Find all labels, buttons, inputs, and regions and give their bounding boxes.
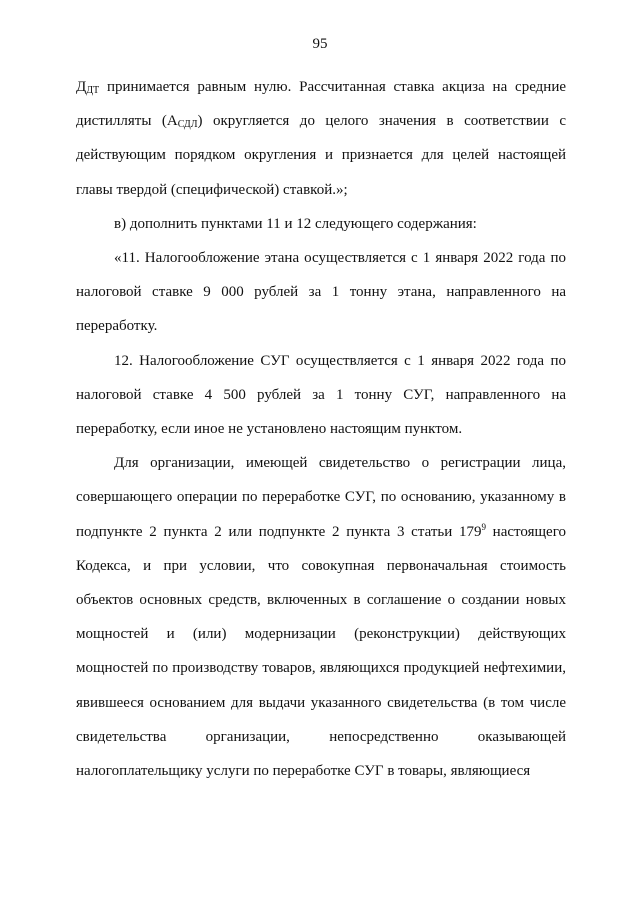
- subscript-dt: ДТ: [86, 85, 100, 96]
- paragraph-amendment-intro: в) дополнить пунктами 11 и 12 следующего содержания:: [114, 215, 477, 232]
- text-run: ) округляется до целого значения в соответствии с действующим порядком округления и признается для целей настоящей главы твердой (специфической) ставкой.»;: [76, 113, 567, 198]
- document-body: [76, 70, 566, 788]
- text-run: принимается равным нулю. Рассчитанная ставка акциза на средние дистилляты (А: [76, 79, 566, 130]
- text-run: Д: [76, 79, 87, 95]
- paragraph-organization-condition: [76, 446, 566, 788]
- paragraph-item-11: «11. Налогообложение этана осуществляется с 1 января 2022 года по налоговой ставке 9 000 рублей за 1 тонну этана, направленного на переработку.: [76, 250, 566, 335]
- paragraph-formula-continuation: [76, 70, 566, 207]
- text-run: настоящего Кодекса, и при условии, что совокупная первоначальная стоимость объектов основных средств, включенных в соглашение о создании новых мощностей и (или) модернизации (реконструкции) действующих мощностей по производству товаров, являющихся продукцией нефтехимии, явившееся основанием для выдачи указанного свидетельства (в том числе свидетельства организации, непосредственно оказывающей налогоплательщику услуги по переработке СУГ в товары, являющиеся: [76, 523, 566, 780]
- subscript-sdl: СДЛ: [177, 119, 198, 131]
- paragraph-item-12: 12. Налогообложение СУГ осуществляется с 1 января 2022 года по налоговой ставке 4 500 рублей за 1 тонну СУГ, направленного на переработку, если иное не установлено настоящим пунктом.: [76, 352, 566, 438]
- text-run: Для организации, имеющей свидетельство о регистрации лица, совершающего операции по переработке СУГ, по основанию, указанному в подпункте 2 пункта 2 или подпункте 2 пункта 3 статьи 179: [76, 455, 566, 540]
- page-number: 95: [312, 36, 328, 52]
- superscript-article-index: 9: [481, 521, 486, 532]
